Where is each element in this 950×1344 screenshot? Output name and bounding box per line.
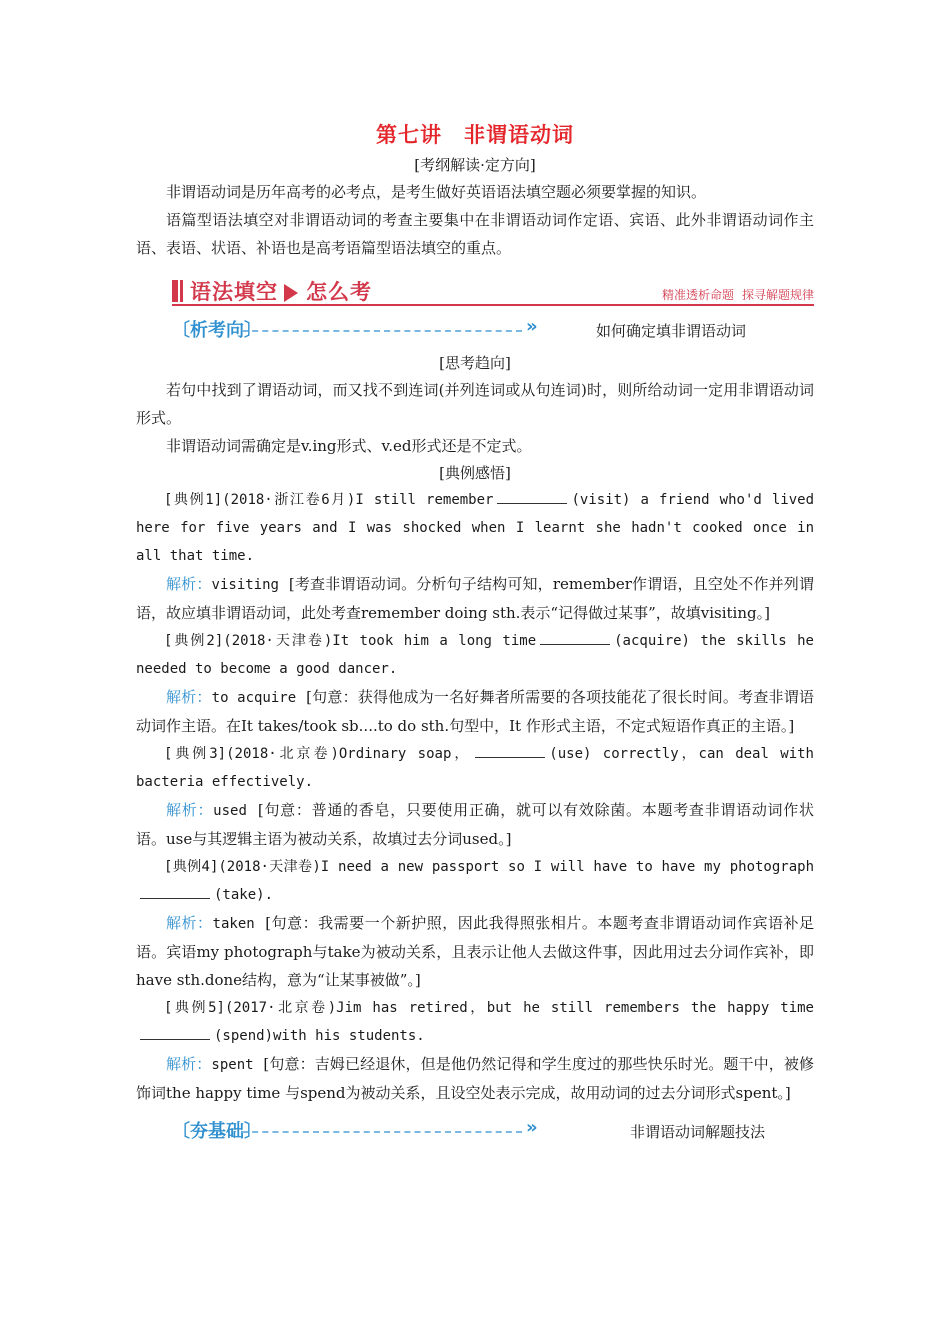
section-title: 如何确定填非谓语动词 bbox=[596, 322, 747, 340]
answer-text: taken bbox=[212, 916, 255, 932]
section-title: 非谓语动词解题技法 bbox=[630, 1123, 766, 1141]
example-analysis: 解析：taken [句意：我需要一个新护照，因此我得照张相片。本题考查非谓语动词作宾语补足语。宾语my photograph与take为被动关系，且表示让他人去做这件事，因此用过去分词作宾补，即have sth.done结构，意为“让某事被做”。] bbox=[136, 914, 814, 989]
answer-blank bbox=[140, 1025, 210, 1040]
example-question: [典例4](2018·天津卷)I need a new passport so I will have to have my photograph(take). bbox=[136, 853, 814, 909]
banner-title: 语法填空 怎么考 bbox=[190, 280, 372, 304]
example-2 bbox=[136, 627, 814, 740]
think-paragraph-2: 非谓语动词需确定是v.ing形式、v.ed形式还是不定式。 bbox=[166, 437, 532, 455]
section-hangjichu bbox=[136, 1117, 814, 1147]
section-tag: 〔析考向〕 bbox=[172, 320, 262, 341]
example-analysis: 解析：spent [句意：吉姆已经退休，但是他仍然记得和学生度过的那些快乐时光。题干中，被修饰词the happy time 与spend为被动关系，且设空处表示完成，故用动词的过去分词形式spent。] bbox=[136, 1055, 814, 1102]
answer-text: used bbox=[213, 803, 247, 819]
section-banner bbox=[136, 274, 814, 306]
think-paragraph-1: 若句中找到了谓语动词，而又找不到连词(并列连词或从句连词)时，则所给动词一定用非谓语动词形式。 bbox=[136, 381, 814, 427]
analysis-label: 解析： bbox=[166, 801, 214, 819]
thinking-heading: [思考趋向] bbox=[439, 354, 511, 372]
answer-blank bbox=[540, 630, 610, 645]
intro-paragraph-1: 非谓语动词是历年高考的必考点，是考生做好英语语法填空题必须要掌握的知识。 bbox=[166, 183, 707, 201]
banner-bar-icon-thin bbox=[180, 280, 183, 302]
analysis-label: 解析： bbox=[166, 1055, 212, 1073]
example-analysis: 解析：used [句意：普通的香皂，只要使用正确，就可以有效除菌。本题考查非谓语动词作状语。use与其逻辑主语为被动关系，故填过去分词used。] bbox=[136, 801, 814, 848]
dashed-divider bbox=[242, 1131, 522, 1133]
analysis-label: 解析： bbox=[166, 914, 213, 932]
answer-blank bbox=[475, 743, 545, 758]
answer-blank bbox=[497, 489, 567, 504]
double-chevron-icon: » bbox=[526, 1117, 538, 1138]
analysis-label: 解析： bbox=[166, 688, 212, 706]
example-question: [典例1](2018·浙江卷6月)I still remember (visit) a friend who'd lived here for five years and I was shocked when I learnt she hadn't cooked once in all that time. bbox=[136, 486, 814, 570]
answer-text: visiting bbox=[211, 577, 279, 593]
answer-blank bbox=[140, 884, 210, 899]
intro-paragraph-2: 语篇型语法填空对非谓语动词的考查主要集中在非谓语动词作定语、宾语、此外非谓语动词作主语、表语、状语、补语也是高考语篇型语法填空的重点。 bbox=[136, 211, 814, 257]
lesson-topic: 非谓语动词 bbox=[464, 122, 574, 147]
example-analysis: 解析：to acquire [句意：获得他成为一名好舞者所需要的各项技能花了很长时间。考查非谓语动词作主语。在It takes/took sb....to do sth.句型中，It 作形式主语，不定式短语作真正的主语。] bbox=[136, 688, 814, 735]
example-question: [典例2](2018·天津卷)It took him a long time (acquire) the skills he needed to become a good dancer. bbox=[136, 627, 814, 683]
answer-text: spent bbox=[211, 1057, 254, 1073]
banner-bar-icon bbox=[172, 280, 178, 302]
banner-underline bbox=[172, 304, 814, 306]
example-1 bbox=[136, 486, 814, 627]
analysis-label: 解析： bbox=[166, 575, 212, 593]
example-5 bbox=[136, 994, 814, 1107]
example-question: [典例3](2018·北京卷)Ordinary soap， (use) correctly，can deal with bacteria effectively. bbox=[136, 740, 814, 796]
section-xikaoxiang bbox=[136, 316, 814, 346]
examples-heading: [典例感悟] bbox=[439, 464, 511, 482]
example-analysis: 解析：visiting [考查非谓语动词。分析句子结构可知，remember作谓语，且空处不作并列谓语，故应填非谓语动词，此处考查remember doing sth.表示“记得做过某事”，故填visiting。] bbox=[136, 575, 814, 622]
lesson-title bbox=[136, 118, 814, 152]
example-question: [典例5](2017·北京卷)Jim has retired，but he still remembers the happy time(spend)with his students. bbox=[136, 994, 814, 1050]
dashed-divider bbox=[242, 330, 522, 332]
banner-subtitle: 精准透析命题 探寻解题规律 bbox=[661, 288, 814, 302]
example-4 bbox=[136, 853, 814, 994]
section-tag: 〔夯基础〕 bbox=[172, 1121, 262, 1142]
play-arrow-icon bbox=[284, 284, 298, 302]
double-chevron-icon: » bbox=[526, 316, 538, 337]
kaogang-heading: [考纲解读·定方向] bbox=[414, 156, 536, 174]
document-page bbox=[136, 118, 814, 1151]
lesson-number: 第七讲 bbox=[376, 122, 442, 147]
example-3 bbox=[136, 740, 814, 853]
answer-text: to acquire bbox=[211, 690, 297, 706]
